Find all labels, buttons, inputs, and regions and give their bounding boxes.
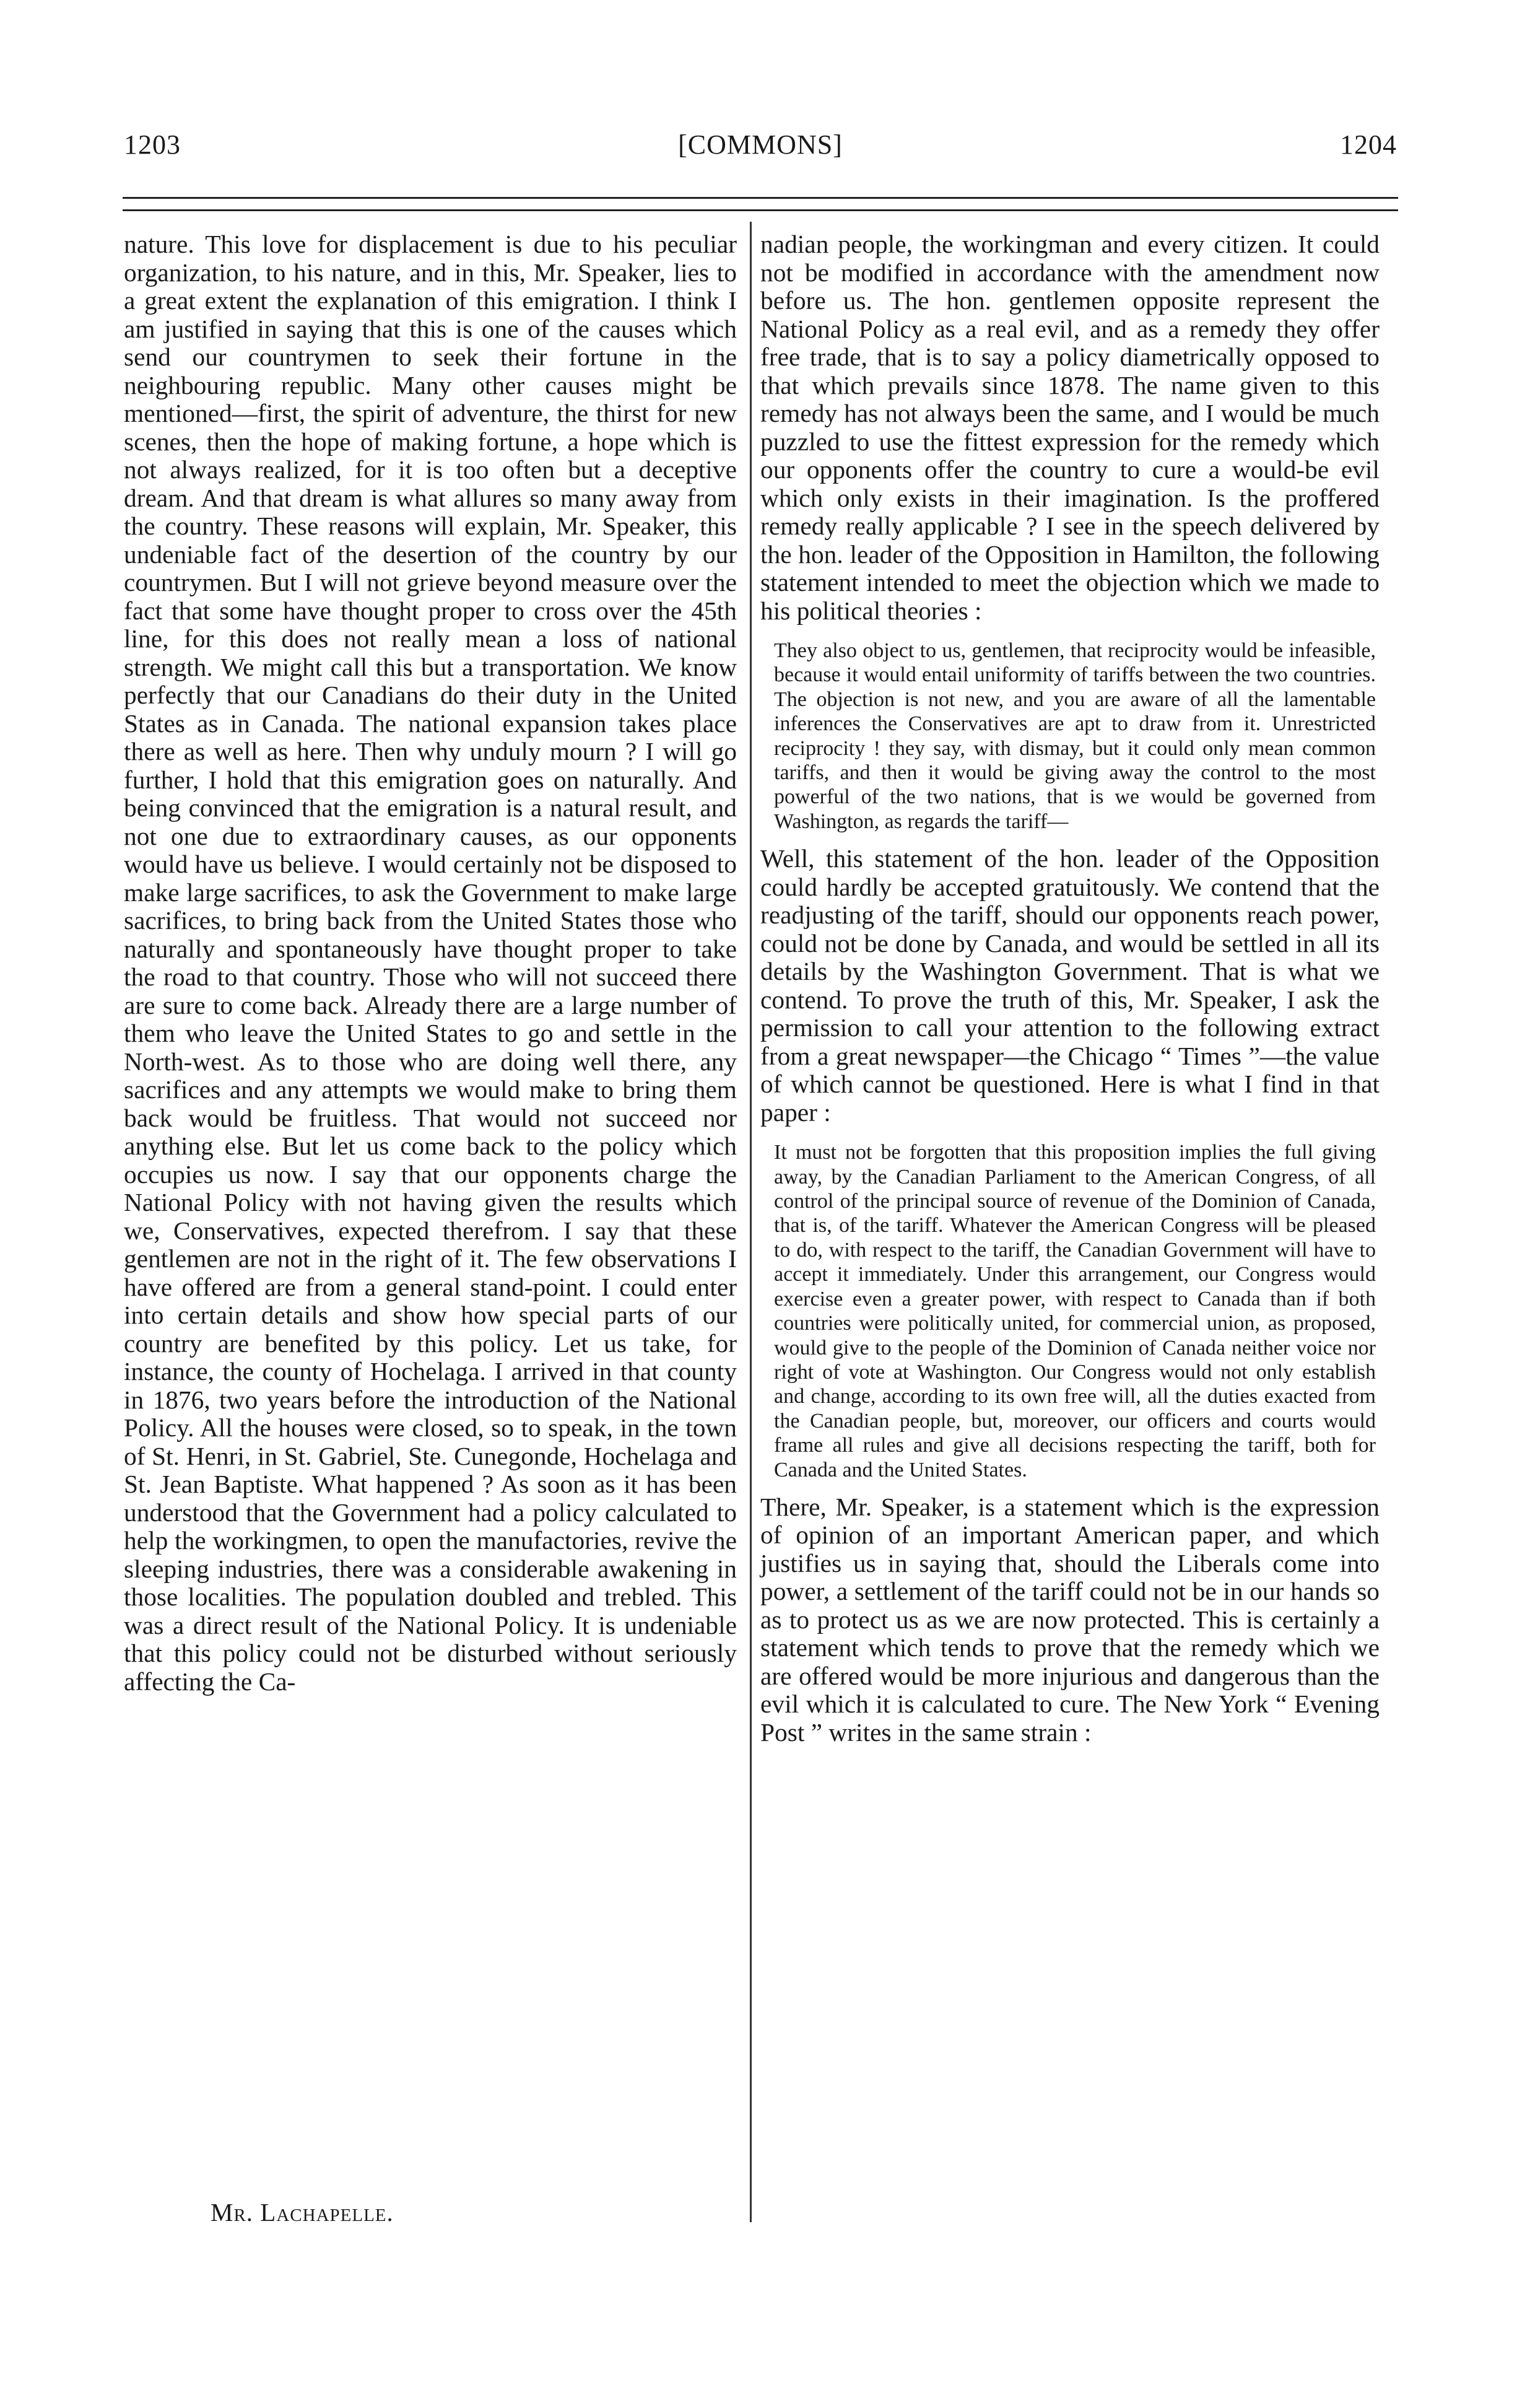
page-number-right: 1204 [1340,129,1397,160]
quotation-hamilton-speech: They also object to us, gentlemen, that reciprocity would be infeasible, because it would entail uniformity of tariffs between the two countries. The objection is not new, and you are aware of all the lamentable inferences the Conservatives are apt to draw from it. Unrestricted reciprocity ! they say, with dismay, but it could only mean common tariffs, and then it would be giving away the control to the most powerful of the two nations, that is we would be governed from Washington, as regards the tariff— [774,639,1376,833]
header-rule-bottom [123,209,1398,211]
right-paragraph-3: There, Mr. Speaker, is a statement which is the expression of opinion of an important American paper, and which justifies us in saying that, should the Liberals come into power, a settlement of the tariff could not be in our hands so as to protect us as we are now protected. This is certainly a statement which tends to prove that the remedy which we are offered would be more injurious and dangerous than the evil which it is calculated to cure. The New York “ Evening Post ” writes in the same strain : [760,1492,1380,1747]
left-column [124,230,737,1696]
quotation-chicago-times: It must not be forgotten that this proposition implies the full giving away, by the Canadian Parliament to the American Congress, of all control of the principal source of revenue of the Dominion of Canada, that is, of the tariff. Whatever the American Congress will be pleased to do, with respect to the tariff, the Canadian Government will have to accept it immediately. Under this arrangement, our Congress would exercise even a greater power, with respect to Canada than if both countries were politically united, for commercial union, as proposed, would give to the people of the Dominion of Canada neither voice nor right of vote at Washington. Our Congress would not only establish and change, according to its own free will, all the duties exacted from the Canadian people, but, moreover, our officers and courts would frame all rules and give all decisions respecting the tariff, both for Canada and the United States. [774,1141,1376,1481]
page-number-left: 1203 [124,129,181,160]
left-column-paragraph: nature. This love for displacement is due to his peculiar organization, to his nature, and in this, Mr. Speaker, lies to a great extent the explanation of this emigration. I think I am justified in saying that this is one of the causes which send our countrymen to seek their fortune in the neighbouring republic. Many other causes might be mentioned—first, the spirit of adventure, the thirst for new scenes, then the hope of making fortune, a hope which is not always realized, for it is too often but a deceptive dream. And that dream is what allures so many away from the country. These reasons will explain, Mr. Speaker, this undeniable fact of the desertion of the country by our countrymen. But I will not grieve beyond measure over the fact that some have thought proper to cross over the 45th line, for this does not really mean a loss of national strength. We might call this but a transportation. We know perfectly that our Canadians do their duty in the United States as in Canada. The national expansion takes place there as well as here. Then why unduly mourn ? I will go further, I hold that this emigration goes on naturally. And being convinced that the emigration is a natural result, and not one due to extraordinary causes, as our opponents would have us believe. I would certainly not be disposed to make large sacrifices, to ask the Government to make large sacrifices, to bring back from the United States those who naturally and spontaneously have thought proper to take the road to that country. Those who will not succeed there are sure to come back. Already there are a large number of them who leave the United States to go and settle in the North-west. As to those who are doing well there, any sacrifices and any attempts we would make to bring them back would be fruitless. That would not succeed nor anything else. But let us come back to the policy which occupies us now. I say that our opponents charge the National Policy with not having given the results which we, Conservatives, expected therefrom. I say that these gentlemen are not in the right of it. The few observations I have offered are from a general stand-point. I could enter into certain details and show how special parts of our country are benefited by this policy. Let us take, for instance, the county of Hochelaga. I arrived in that county in 1876, two years before the introduction of the National Policy. All the houses were closed, so to speak, in the town of St. Henri, in St. Gabriel, Ste. Cunegonde, Hochelaga and St. Jean Baptiste. What happened ? As soon as it has been understood that the Government had a policy calculated to help the workingmen, to open the manufactories, revive the sleeping industries, there was a considerable awakening in those localities. The population doubled and trebled. This was a direct result of the National Policy. It is undeniable that this policy could not be disturbed without seriously affecting the Ca- [124,230,737,1696]
page-header [124,129,1397,172]
page-header-title: [COMMONS] [678,129,843,160]
column-divider [750,222,752,2222]
speaker-signature: Mr. Lachapelle. [211,2198,394,2227]
right-paragraph-1: nadian people, the workingman and every citizen. It could not be modified in accordance with the amendment now before us. The hon. gentlemen opposite represent the National Policy as a real evil, and as a remedy they offer free trade, that is to say a policy diametrically opposed to that which prevails since 1878. The name given to this remedy has not always been the same, and I would be much puzzled to use the fittest expression for the remedy which our opponents offer the country to cure a would-be evil which only exists in their imagination. Is the proffered remedy really applicable ? I see in the speech delivered by the hon. leader of the Opposition in Hamilton, the following statement intended to meet the objection which we made to his political theories : [760,230,1380,625]
right-paragraph-2: Well, this statement of the hon. leader of the Opposition could hardly be accepted gratuitously. We contend that the readjusting of the tariff, should our opponents reach power, could not be done by Canada, and would be settled in all its details by the Washington Government. That is what we contend. To prove the truth of this, Mr. Speaker, I ask the permission to call your attention to the following extract from a great newspaper—the Chicago “ Times ”—the value of which cannot be questioned. Here is what I find in that paper : [760,844,1380,1127]
header-rule-top [123,197,1398,199]
right-column [760,230,1380,1747]
